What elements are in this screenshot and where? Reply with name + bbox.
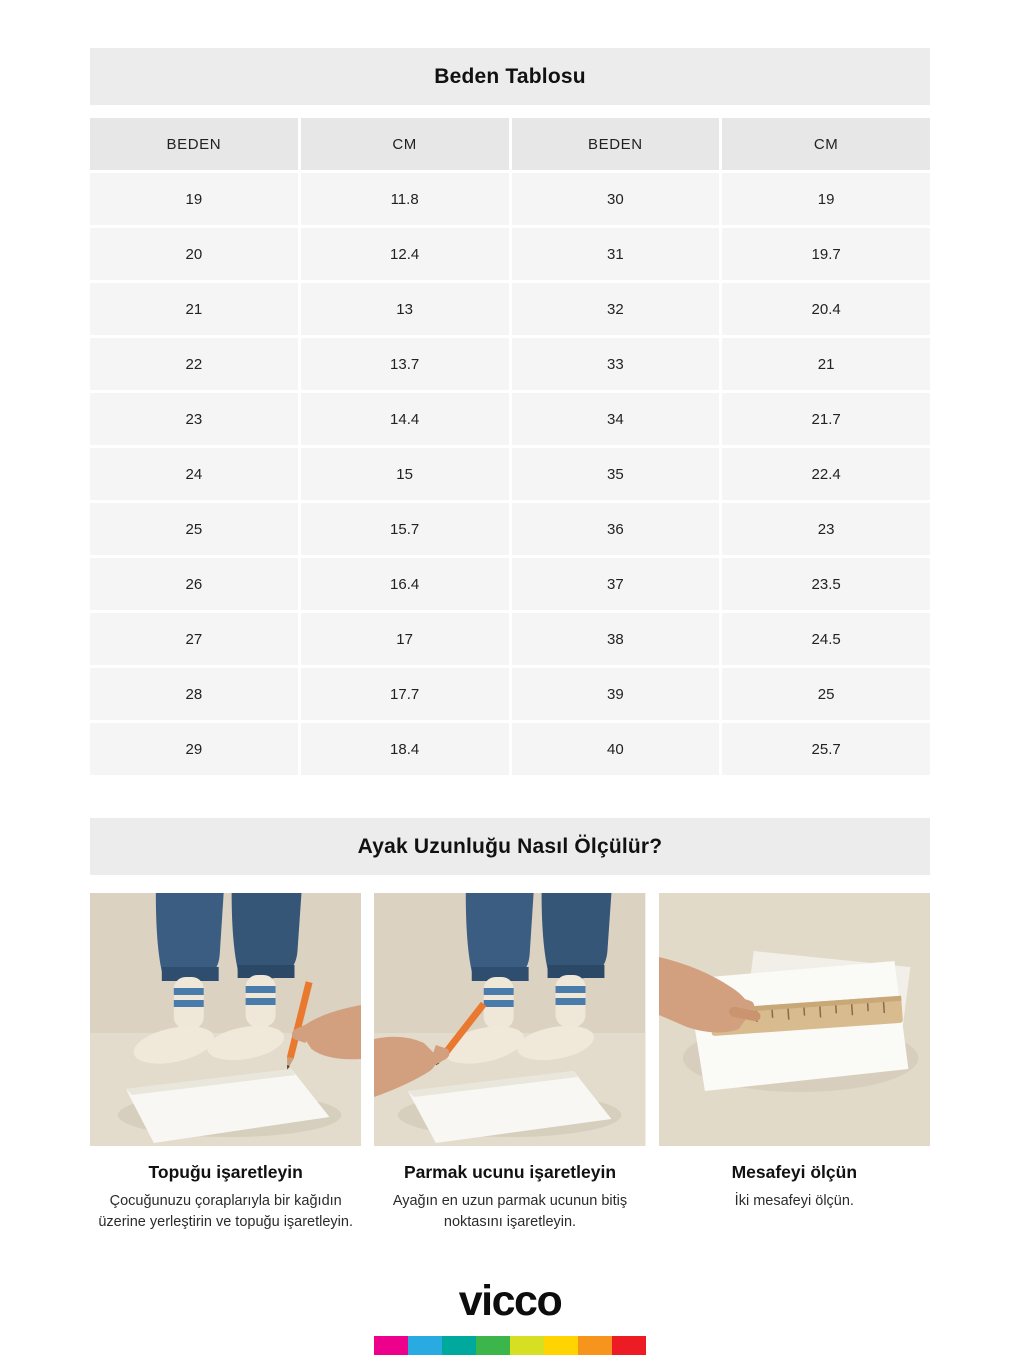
toe-marking-photo [374, 893, 645, 1146]
table-cell: 23 [90, 393, 298, 445]
ruler-measuring-photo [659, 893, 930, 1146]
table-cell: 28 [90, 668, 298, 720]
table-cell: 32 [512, 283, 720, 335]
table-cell: 19 [722, 173, 930, 225]
table-cell: 23 [722, 503, 930, 555]
stripe-segment [476, 1336, 510, 1355]
table-cell: 23.5 [722, 558, 930, 610]
table-cell: 40 [512, 723, 720, 775]
stripe-segment [612, 1336, 646, 1355]
page-title: Beden Tablosu [434, 64, 586, 88]
table-cell: 18.4 [301, 723, 509, 775]
table-cell: 31 [512, 228, 720, 280]
table-cell: 24 [90, 448, 298, 500]
step-description: Ayağın en uzun parmak ucunun bitiş noktasını işaretleyin. [392, 1193, 628, 1231]
step-title: Topuğu işaretleyin [148, 1162, 303, 1182]
table-cell: 30 [512, 173, 720, 225]
measure-section-header-bar [90, 818, 930, 875]
table-cell: 16.4 [301, 558, 509, 610]
stripe-segment [510, 1336, 544, 1355]
heel-marking-photo [90, 893, 361, 1146]
table-header-cell: CM [301, 118, 509, 170]
brand-logo: vicco [458, 1277, 562, 1326]
table-cell: 20 [90, 228, 298, 280]
table-cell: 20.4 [722, 283, 930, 335]
table-cell: 14.4 [301, 393, 509, 445]
table-cell: 21 [722, 338, 930, 390]
size-table [90, 118, 930, 775]
table-cell: 13.7 [301, 338, 509, 390]
table-cell: 24.5 [722, 613, 930, 665]
measure-step-toe [374, 893, 645, 1233]
measure-section-title: Ayak Uzunluğu Nasıl Ölçülür? [357, 834, 663, 858]
table-cell: 37 [512, 558, 720, 610]
table-cell: 19 [90, 173, 298, 225]
measure-steps [90, 893, 930, 1233]
table-cell: 36 [512, 503, 720, 555]
table-cell: 26 [90, 558, 298, 610]
table-cell: 25.7 [722, 723, 930, 775]
step-description: İki mesafeyi ölçün. [734, 1193, 854, 1209]
measure-step-distance [659, 893, 930, 1233]
table-cell: 35 [512, 448, 720, 500]
table-cell: 29 [90, 723, 298, 775]
table-cell: 11.8 [301, 173, 509, 225]
table-cell: 39 [512, 668, 720, 720]
table-cell: 19.7 [722, 228, 930, 280]
step-title: Mesafeyi ölçün [731, 1162, 858, 1182]
stripe-segment [544, 1336, 578, 1355]
table-cell: 27 [90, 613, 298, 665]
table-cell: 21 [90, 283, 298, 335]
table-cell: 13 [301, 283, 509, 335]
table-cell: 34 [512, 393, 720, 445]
table-header-cell: CM [722, 118, 930, 170]
table-cell: 21.7 [722, 393, 930, 445]
table-header-cell: BEDEN [512, 118, 720, 170]
stripe-segment [408, 1336, 442, 1355]
table-cell: 15.7 [301, 503, 509, 555]
size-table-header-bar [90, 48, 930, 105]
stripe-segment [578, 1336, 612, 1355]
table-cell: 17 [301, 613, 509, 665]
table-cell: 25 [90, 503, 298, 555]
table-cell: 38 [512, 613, 720, 665]
table-cell: 22 [90, 338, 298, 390]
stripe-segment [442, 1336, 476, 1355]
step-description: Çocuğunuzu çoraplarıyla bir kağıdın üzerine yerleştirin ve topuğu işaretleyin. [98, 1193, 353, 1231]
table-header-cell: BEDEN [90, 118, 298, 170]
table-cell: 17.7 [301, 668, 509, 720]
table-cell: 15 [301, 448, 509, 500]
step-title: Parmak ucunu işaretleyin [403, 1162, 617, 1182]
table-cell: 12.4 [301, 228, 509, 280]
measure-step-heel [90, 893, 361, 1233]
footer [90, 1277, 930, 1355]
table-cell: 25 [722, 668, 930, 720]
brand-color-stripe [374, 1336, 646, 1355]
table-cell: 33 [512, 338, 720, 390]
table-cell: 22.4 [722, 448, 930, 500]
stripe-segment [374, 1336, 408, 1355]
